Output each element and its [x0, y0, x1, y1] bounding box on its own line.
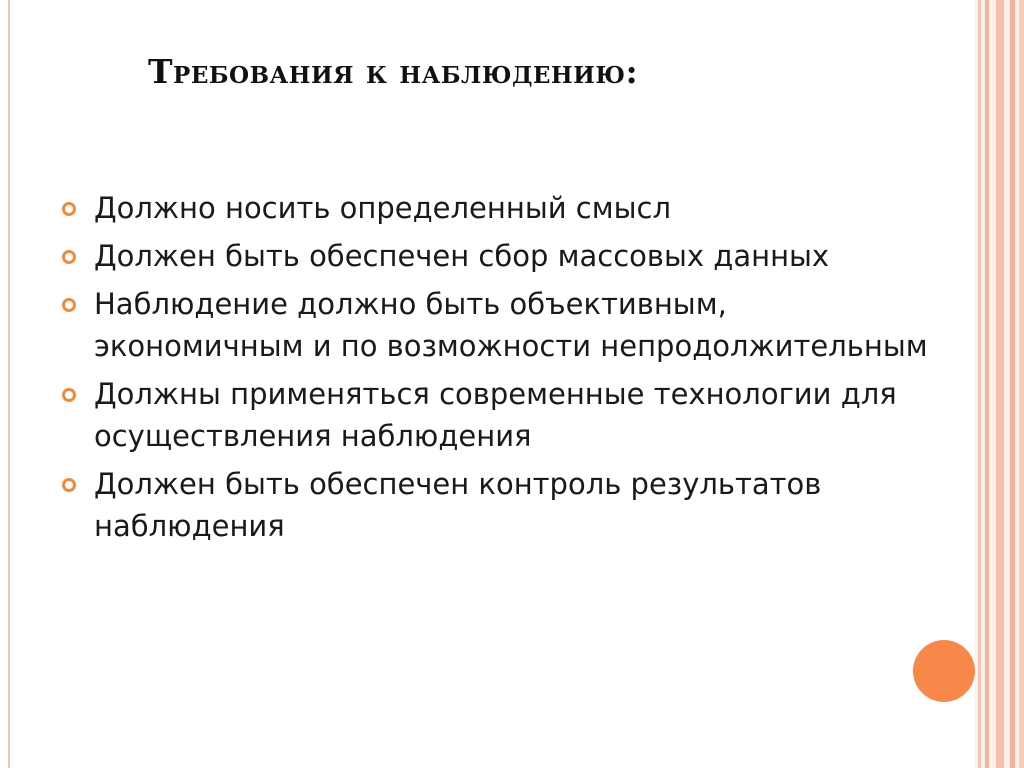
bullet-item — [62, 187, 942, 229]
bullet-text: Наблюдение должно быть объективным, экономичным и по возможности непродолжительным — [94, 287, 928, 363]
bullet-item — [62, 463, 942, 547]
bullet-ring-icon — [62, 388, 76, 402]
decorative-stripe — [996, 0, 1004, 768]
bullet-item — [62, 283, 942, 367]
bullet-text: Должны применяться современные технологии для осуществления наблюдения — [94, 377, 897, 453]
bullet-item — [62, 235, 942, 277]
bullet-text: Должен быть обеспечен сбор массовых данных — [94, 239, 830, 273]
bullet-ring-icon — [62, 298, 76, 312]
bullet-ring-icon — [62, 478, 76, 492]
decorative-stripe — [985, 0, 989, 768]
decorative-stripe — [978, 0, 981, 768]
bullet-ring-icon — [62, 202, 76, 216]
left-border-line — [8, 0, 10, 768]
slide-title: Требования к наблюдению: — [148, 52, 639, 91]
orange-circle-decoration — [913, 640, 975, 702]
decorative-stripe — [1010, 0, 1015, 768]
bullet-item — [62, 373, 942, 457]
bullet-ring-icon — [62, 250, 76, 264]
bullet-text: Должно носить определенный смысл — [94, 191, 671, 225]
bullet-list — [62, 187, 942, 553]
decorative-stripe — [1019, 0, 1024, 768]
bullet-text: Должен быть обеспечен контроль результатов наблюдения — [94, 467, 822, 543]
